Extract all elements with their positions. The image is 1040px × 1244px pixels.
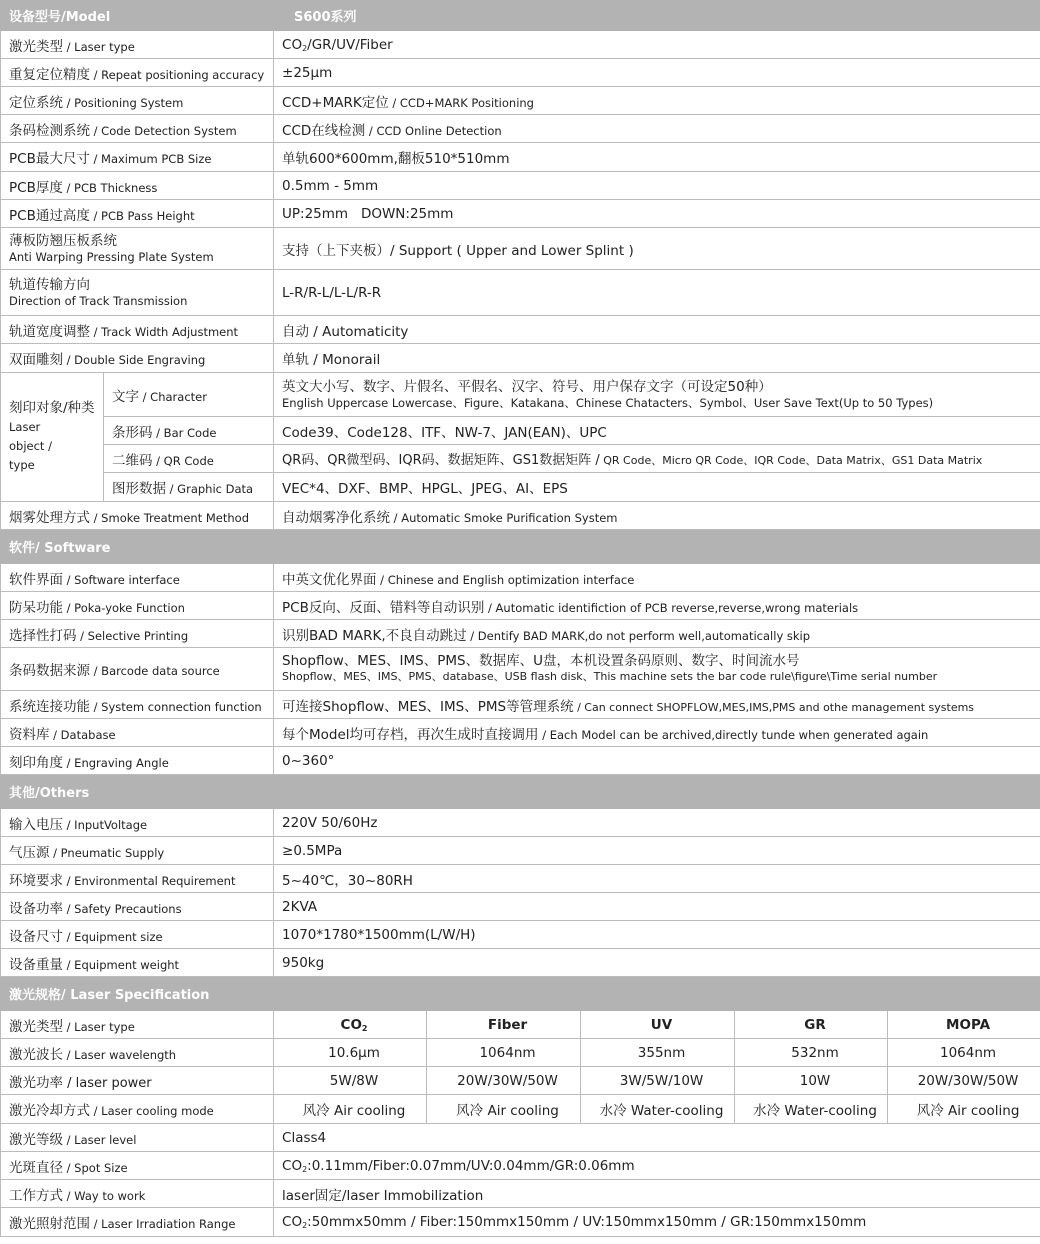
spec-row-software-interface bbox=[1, 564, 1040, 592]
laser-cell: 20W/30W/50W bbox=[888, 1067, 1040, 1095]
spec-row-repeat-accuracy bbox=[1, 59, 1040, 87]
spec-value: 2KVA bbox=[274, 893, 1040, 921]
laser-spec-cooling-row bbox=[1, 1095, 1040, 1124]
spec-key-cn: 图形数据 bbox=[112, 481, 166, 497]
spec-key-cn: 双面雕刻 bbox=[9, 352, 63, 368]
spec-key-en: / PCB Pass Height bbox=[89, 208, 195, 223]
software-section-header bbox=[1, 530, 1040, 564]
software-title: 软件/ Software bbox=[1, 530, 1040, 564]
spec-key-en: Anti Warping Pressing Plate System bbox=[9, 249, 214, 264]
spec-row-barcode-source bbox=[1, 648, 1040, 691]
spec-value: CO bbox=[282, 1214, 303, 1230]
laser-cell: 1064nm bbox=[888, 1039, 1040, 1067]
spec-key-cn: 轨道传输方向 bbox=[9, 276, 90, 293]
spec-value: 0.5mm - 5mm bbox=[274, 172, 1040, 200]
spec-row-equipment-weight bbox=[1, 949, 1040, 977]
spec-key-cn: 重复定位精度 bbox=[9, 66, 90, 83]
others-title: 其他/Others bbox=[1, 775, 1040, 809]
laser-cell: 20W/30W/50W bbox=[427, 1067, 581, 1095]
spec-row-pcb-pass-height bbox=[1, 200, 1040, 228]
spec-row-database bbox=[1, 719, 1040, 747]
spec-value: VEC*4、DXF、BMP、HPGL、JPEG、AI、EPS bbox=[274, 473, 1040, 502]
spec-key-cn: 条码检测系统 bbox=[9, 122, 90, 139]
spec-key-en: / Laser wavelength bbox=[63, 1047, 177, 1062]
laser-spec-range-row bbox=[1, 1208, 1040, 1237]
spec-key-cn: 轨道宽度调整 bbox=[9, 323, 90, 340]
laser-cell: 风冷 Air cooling bbox=[274, 1095, 427, 1124]
spec-key-cn: 工作方式 bbox=[9, 1187, 63, 1204]
spec-key-en: / Track Width Adjustment bbox=[90, 324, 239, 339]
spec-row-pcb-thickness bbox=[1, 172, 1040, 200]
spec-value: 中英文优化界面 bbox=[282, 571, 377, 588]
spec-key-cn: PCB最大尺寸 bbox=[9, 151, 90, 167]
spec-key-cn: 系统连接功能 bbox=[9, 698, 90, 715]
spec-value-rest: /GR/UV/Fiber bbox=[307, 36, 393, 53]
spec-row-max-pcb-size bbox=[1, 143, 1040, 172]
spec-value: PCB反向、反面、错料等自动识别 bbox=[282, 599, 485, 616]
laser-spec-wavelength-row bbox=[1, 1039, 1040, 1067]
laser-cell: 水冷 Water-cooling bbox=[581, 1095, 735, 1124]
spec-row-double-side bbox=[1, 344, 1040, 373]
spec-key-cn: 设备尺寸 bbox=[9, 928, 63, 945]
spec-value: L-R/R-L/L-L/R-R bbox=[274, 270, 1040, 316]
spec-row-smoke bbox=[1, 502, 1040, 530]
spec-key-en: / Character bbox=[139, 389, 207, 404]
spec-key-en: / Software interface bbox=[63, 572, 180, 587]
spec-value: 自动 / Automaticity bbox=[274, 316, 1040, 344]
laser-object-group bbox=[1, 373, 104, 502]
spec-key-en: / Equipment weight bbox=[63, 957, 180, 972]
spec-value-en: / Automatic Smoke Purification System bbox=[390, 510, 618, 525]
spec-key-en: / Positioning System bbox=[63, 95, 184, 110]
spec-value-en: English Uppercase Lowercase、Figure、Katakana、Chinese Chatacters、Symbol、User Save Text(Up to 50 Types) bbox=[282, 395, 934, 410]
others-section-header bbox=[1, 775, 1040, 809]
laser-spec-type-row bbox=[1, 1011, 1040, 1039]
spec-value: 220V 50/60Hz bbox=[274, 809, 1040, 837]
spec-key-cn: PCB通过高度 bbox=[9, 207, 90, 224]
spec-value-subscript: 2 bbox=[302, 1164, 308, 1174]
laser-object-en-3: type bbox=[9, 458, 35, 472]
spec-key-en: / Bar Code bbox=[152, 425, 217, 440]
spec-key-en: / Database bbox=[49, 727, 116, 742]
spec-key-en: / Equipment size bbox=[63, 929, 163, 944]
spec-key-en: / Graphic Data bbox=[166, 482, 254, 496]
spec-row-pneumatic bbox=[1, 837, 1040, 865]
spec-key-en: / Laser type bbox=[63, 1019, 135, 1034]
spec-key-cn: 激光功率 bbox=[9, 1074, 63, 1091]
spec-value-subscript: 2 bbox=[302, 43, 308, 53]
spec-value: 单轨 / Monorail bbox=[274, 344, 1040, 373]
spec-row-input-voltage bbox=[1, 809, 1040, 837]
spec-value: 可连接Shopflow、MES、IMS、PMS等管理系统 bbox=[282, 698, 574, 715]
spec-key-en: / Laser type bbox=[63, 39, 135, 54]
spec-key-cn: 激光类型 bbox=[9, 38, 63, 55]
spec-value: QR码、QR微型码、IQR码、数据矩阵、GS1数据矩阵 / bbox=[282, 453, 600, 468]
laser-cell: 355nm bbox=[581, 1039, 735, 1067]
spec-value-rest: :0.11mm/Fiber:0.07mm/UV:0.04mm/GR:0.06mm bbox=[307, 1157, 635, 1174]
spec-value: 英文大小写、数字、片假名、平假名、汉字、符号、用户保存文字（可设定50种） bbox=[282, 378, 772, 395]
spec-row-selective-printing bbox=[1, 620, 1040, 648]
spec-value: CO bbox=[282, 1157, 303, 1174]
laser-object-en-1: Laser bbox=[9, 420, 41, 434]
spec-value: 每个Model均可存档，再次生成时直接调用 bbox=[282, 726, 539, 743]
laser-spec-way-row bbox=[1, 1180, 1040, 1208]
spec-key-cn: 激光冷却方式 bbox=[9, 1103, 90, 1119]
spec-key-cn: 二维码 bbox=[112, 452, 153, 469]
spec-key-cn: 设备重量 bbox=[9, 956, 63, 973]
spec-key-cn: 文字 bbox=[112, 388, 139, 405]
spec-key-cn: 激光照射范围 bbox=[9, 1216, 90, 1232]
spec-row-poka-yoke bbox=[1, 592, 1040, 620]
spec-row-barcode bbox=[1, 417, 1040, 445]
laser-cell: 水冷 Water-cooling bbox=[735, 1095, 888, 1124]
laser-cell: 风冷 Air cooling bbox=[427, 1095, 581, 1124]
spec-value: ≥0.5MPa bbox=[274, 837, 1040, 865]
laser-spec-level-row bbox=[1, 1124, 1040, 1152]
spec-value-en: / Dentify BAD MARK,do not perform well,automatically skip bbox=[466, 628, 811, 643]
spec-key-cn: 气压源 bbox=[9, 844, 50, 861]
spec-key-en: / Laser Irradiation Range bbox=[90, 1217, 236, 1231]
spec-row-laser-type bbox=[1, 31, 1040, 59]
laser-col-gr: GR bbox=[735, 1011, 888, 1039]
spec-key-en: / Poka-yoke Function bbox=[63, 600, 185, 615]
spec-key-en: / Environmental Requirement bbox=[63, 873, 236, 888]
laser-col-fiber: Fiber bbox=[427, 1011, 581, 1039]
spec-value-en: / CCD+MARK Positioning bbox=[388, 95, 534, 110]
laser-cell: 5W/8W bbox=[274, 1067, 427, 1095]
model-header-key: 设备型号/Model bbox=[1, 1, 274, 31]
laser-col-co2-subscript: 2 bbox=[361, 1023, 368, 1033]
spec-row-system-connection bbox=[1, 691, 1040, 719]
spec-value: 单轨600*600mm,翻板510*510mm bbox=[274, 143, 1040, 172]
laser-cell: 532nm bbox=[735, 1039, 888, 1067]
spec-key-en: Direction of Track Transmission bbox=[9, 293, 188, 308]
spec-key-en: / Engraving Angle bbox=[63, 755, 169, 770]
spec-row-positioning-system bbox=[1, 87, 1040, 115]
spec-key-en: / Repeat positioning accuracy bbox=[90, 67, 265, 82]
spec-value: ±25μm bbox=[274, 59, 1040, 87]
spec-value: 1070*1780*1500mm(L/W/H) bbox=[274, 921, 1040, 949]
spec-key-cn: 定位系统 bbox=[9, 94, 63, 111]
laser-col-mopa: MOPA bbox=[888, 1011, 1040, 1039]
spec-key-cn: PCB厚度 bbox=[9, 179, 63, 196]
spec-value-en: / Chinese and English optimization interface bbox=[376, 572, 635, 587]
spec-value: 识别BAD MARK,不良自动跳过 bbox=[282, 627, 467, 644]
laser-cell: 10.6μm bbox=[274, 1039, 427, 1067]
laser-cell: 1064nm bbox=[427, 1039, 581, 1067]
spec-key-cn: 激光类型 bbox=[9, 1018, 63, 1035]
spec-row-track-width bbox=[1, 316, 1040, 344]
spec-key-en: / Code Detection System bbox=[90, 123, 237, 138]
spec-value-rest: :50mmx50mm / Fiber:150mmx150mm / UV:150mmx150mm / GR:150mmx150mm bbox=[307, 1214, 867, 1230]
spec-value: UP:25mm DOWN:25mm bbox=[274, 200, 1040, 228]
spec-key-en: / Selective Printing bbox=[76, 628, 189, 643]
spec-key-en: / InputVoltage bbox=[63, 817, 148, 832]
spec-row-power bbox=[1, 893, 1040, 921]
spec-key-cn: 资料库 bbox=[9, 726, 50, 743]
laser-object-cn: 刻印对象/种类 bbox=[9, 400, 95, 416]
spec-key-cn: 薄板防翘压板系统 bbox=[9, 232, 117, 249]
laser-col-co2: $CO_2$ bbox=[274, 1011, 427, 1039]
spec-key-en: / Maximum PCB Size bbox=[89, 152, 212, 166]
spec-value-en: / Automatic identifiction of PCB reverse,reverse,wrong materials bbox=[484, 600, 859, 615]
spec-value: CCD在线检测 bbox=[282, 122, 366, 139]
spec-key-cn: 光斑直径 bbox=[9, 1159, 63, 1176]
spec-value-en: Shopflow、MES、IMS、PMS、database、USB flash disk、This machine sets the bar code rule\figure\Time serial number bbox=[282, 670, 938, 683]
spec-value: 5~40℃，30~80RH bbox=[274, 865, 1040, 893]
spec-value-en: / Can connect SHOPFLOW,MES,IMS,PMS and othe management systems bbox=[573, 700, 975, 714]
laser-spec-power-row bbox=[1, 1067, 1040, 1095]
spec-value: laser固定/laser Immobilization bbox=[274, 1180, 1040, 1208]
spec-key-cn: 烟雾处理方式 bbox=[9, 509, 90, 526]
spec-row-equipment-size bbox=[1, 921, 1040, 949]
spec-key-en: / Barcode data source bbox=[90, 664, 220, 678]
spec-value-en: / Each Model can be archived,directly tunde when generated again bbox=[538, 727, 929, 742]
spec-value: Class4 bbox=[274, 1124, 1040, 1152]
spec-key-cn: 环境要求 bbox=[9, 872, 63, 889]
spec-key-en: / Way to work bbox=[63, 1188, 146, 1203]
spec-key-cn: 激光波长 bbox=[9, 1046, 63, 1063]
spec-key-en: / Laser level bbox=[63, 1132, 137, 1147]
spec-value: Shopflow、MES、IMS、PMS、数据库、U盘，本机设置条码原则、数字、时间流水号 bbox=[282, 653, 800, 669]
laser-spec-spot-row bbox=[1, 1152, 1040, 1180]
spec-key-cn: 输入电压 bbox=[9, 816, 63, 833]
spec-key-cn: 设备功率 bbox=[9, 900, 63, 917]
spec-row-engraving-angle bbox=[1, 747, 1040, 775]
spec-value: 0~360° bbox=[274, 747, 1040, 775]
spec-key-cn: 防呆功能 bbox=[9, 599, 63, 616]
laser-cell: 10W bbox=[735, 1067, 888, 1095]
spec-key-en: / Double Side Engraving bbox=[63, 353, 206, 367]
laser-col-uv: UV bbox=[581, 1011, 735, 1039]
spec-key-cn: 软件界面 bbox=[9, 571, 63, 588]
laser-spec-section-header bbox=[1, 977, 1040, 1011]
spec-key-en: / Laser cooling mode bbox=[90, 1104, 214, 1118]
spec-key-en: / Pneumatic Supply bbox=[49, 845, 165, 860]
spec-value: 自动烟雾净化系统 bbox=[282, 509, 391, 526]
model-header-row bbox=[1, 1, 1040, 31]
spec-value: CO bbox=[282, 36, 303, 53]
spec-key-en: / System connection function bbox=[90, 699, 262, 714]
spec-value: CCD+MARK定位 bbox=[282, 94, 389, 111]
spec-key-en: / Smoke Treatment Method bbox=[90, 510, 250, 525]
spec-row-anti-warping bbox=[1, 228, 1040, 270]
spec-row-environment bbox=[1, 865, 1040, 893]
spec-key-cn: 条码数据来源 bbox=[9, 663, 90, 679]
laser-cell: 风冷 Air cooling bbox=[888, 1095, 1040, 1124]
spec-key-en: / Spot Size bbox=[63, 1160, 128, 1175]
spec-value: Code39、Code128、ITF、NW-7、JAN(EAN)、UPC bbox=[274, 417, 1040, 445]
model-header-value: S600系列 bbox=[274, 1, 1040, 31]
spec-value-en: QR Code、Micro QR Code、IQR Code、Data Matrix、GS1 Data Matrix bbox=[599, 454, 983, 467]
spec-key-en: / QR Code bbox=[152, 453, 214, 468]
spec-key-cn: 选择性打码 bbox=[9, 627, 77, 644]
spec-value-en: / CCD Online Detection bbox=[365, 123, 502, 138]
laser-spec-title: 激光规格/ Laser Specification bbox=[1, 977, 1040, 1011]
spec-key-cn: 激光等级 bbox=[9, 1131, 63, 1148]
laser-object-en-2: object / bbox=[9, 439, 52, 453]
spec-row-code-detection bbox=[1, 115, 1040, 143]
spec-value-subscript: 2 bbox=[302, 1221, 308, 1230]
spec-row-graphic bbox=[1, 473, 1040, 502]
spec-row-qrcode bbox=[1, 445, 1040, 473]
spec-value: 950kg bbox=[274, 949, 1040, 977]
spec-key-en: / Safety Precautions bbox=[63, 901, 182, 916]
spec-row-character bbox=[1, 373, 1040, 417]
laser-cell: 3W/5W/10W bbox=[581, 1067, 735, 1095]
spec-key-en: / laser power bbox=[63, 1075, 152, 1091]
spec-key-en: / PCB Thickness bbox=[62, 180, 158, 195]
spec-key-cn: 条形码 bbox=[112, 424, 153, 441]
spec-key-cn: 刻印角度 bbox=[9, 754, 63, 771]
spec-row-track-direction bbox=[1, 270, 1040, 316]
spec-value: 支持（上下夹板）/ Support ( Upper and Lower Splint ) bbox=[274, 228, 1040, 270]
